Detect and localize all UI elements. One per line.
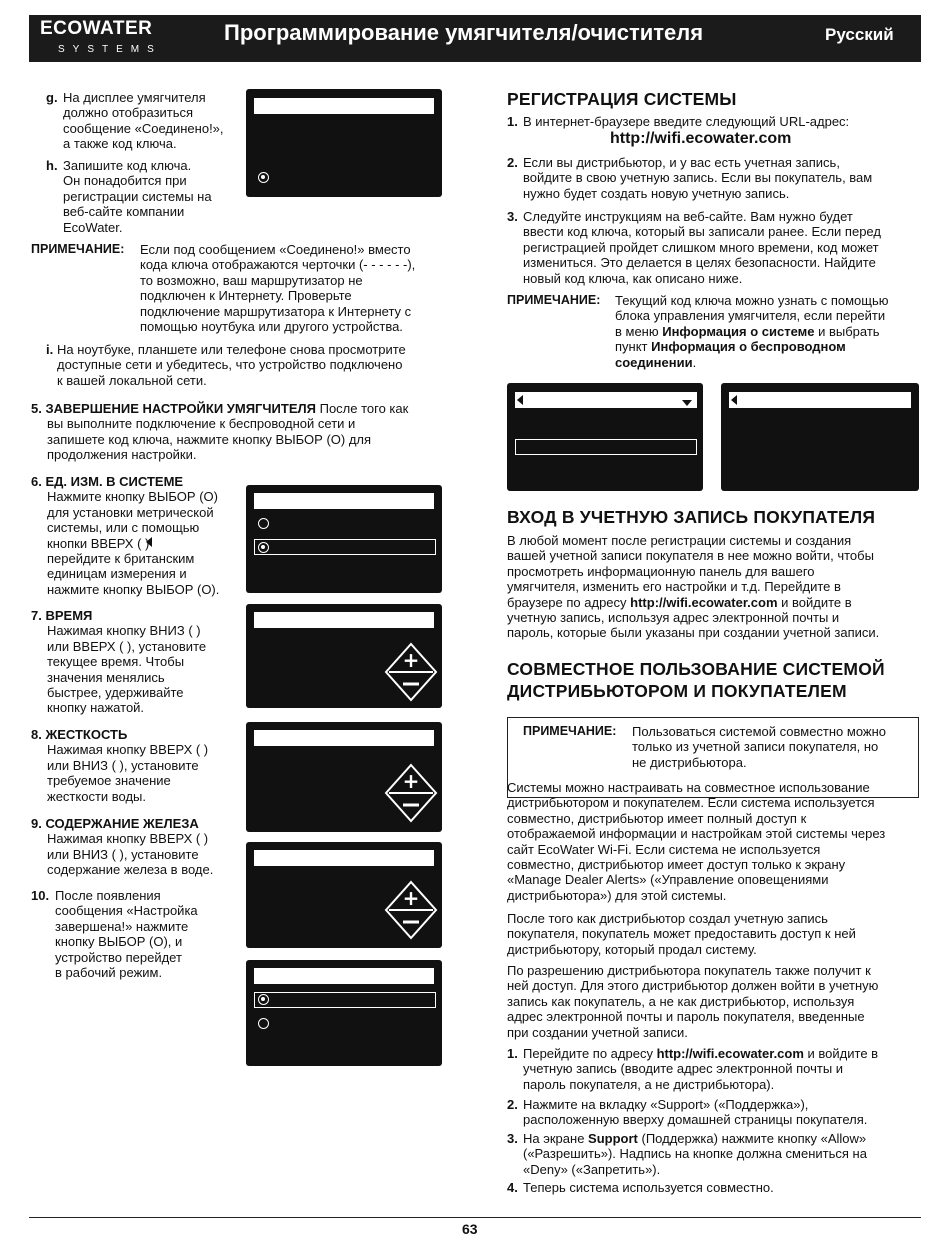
reg-step-2-text: Если вы дистрибьютор, и у вас есть учетная запись, войдите в свою учетную запись. Если вы покупатель, вам нужно будет создать новую учетную запись. <box>523 155 873 201</box>
scroll-down-icon <box>682 400 692 406</box>
sharing-paragraph-2: После того как дистрибьютор создал учетную запись покупателя, покупатель может предоставить доступ к ней дистрибьютору, который продал систему. <box>507 911 856 957</box>
step-i-label: i. <box>46 342 54 357</box>
step-g-text: На дисплее умягчителя должно отобразиться сообщение «Соединено!», а также код ключа. <box>63 90 224 152</box>
step-6: 6. ЕД. ИЗМ. В СИСТЕМЕ Нажмите кнопку ВЫБОР (О) для установки метрической системы, или с помощью кнопки ВВЕРХ ( ) перейдите к британским единицам измерения и нажмите кнопку ВЫБОР (О). <box>31 474 220 597</box>
reg-step-1-text: В интернет-браузере введите следующий URL-адрес: <box>523 114 850 129</box>
section-title-sharing: СОВМЕСТНОЕ ПОЛЬЗОВАНИЕ СИСТЕМОЙ ДИСТРИБЬЮТОРОМ И ПОКУПАТЕЛЕМ <box>507 659 885 701</box>
page-title: Программирование умягчителя/очистителя <box>224 20 704 45</box>
reg-step-3-text: Следуйте инструкциям на веб-сайте. Вам нужно будет ввести код ключа, который вы записали ранее. Если перед регистрацией пройдет слишком много времени, код может измениться. Это делается в целях безопасности. Найдите новый код ключа, как описано ниже. <box>523 209 881 286</box>
display-title-bar <box>254 968 434 984</box>
note-text: Если под сообщением «Соединено!» вместо кода ключа отображаются черточки (- - - - - -), то возможно, ваш маршрутизатор не подключен к Интернету. Проверьте подключение маршрутизатора к Интернету с помощью ноутбука или другого устройства. <box>140 242 416 335</box>
share-step-3-text: На экране Support (Поддержка) нажмите кнопку «Allow» («Разрешить»). Надпись на кнопке должна смениться на «Deny» («Запретить»). <box>523 1131 867 1177</box>
brand-logo: ECOWATER <box>40 18 153 39</box>
step-10-text: После появления сообщения «Настройка завершена!» нажмите кнопку ВЫБОР (О), и устройство перейдет в рабочий режим. <box>55 888 198 981</box>
step-8: 8. ЖЕСТКОСТЬ Нажимая кнопку ВВЕРХ ( ) или ВНИЗ ( ), установите требуемое значение жесткости воды. <box>31 727 209 804</box>
svg-text:+: + <box>402 648 420 672</box>
login-paragraph: В любой момент после регистрации системы и создания вашей учетной записи покупателя в нее можно войти, чтобы просмотреть информационную панель для вашего умягчителя, изменить его настройки и т.д. Перейдите в браузере по адресу http://wifi.ecowater.com и войдите в учетную запись, используя адрес электронной почты и пароль, которые были указаны при создании учетной записи. <box>507 533 880 641</box>
radio-icon <box>258 1018 269 1029</box>
radio-selected-icon <box>258 542 269 553</box>
back-arrow-icon <box>731 395 737 405</box>
sharing-paragraph-1: Системы можно настраивать на совместное использование дистрибьютором и покупателем. Если система используется совместно, дистрибьютор имеет полный доступ к отображаемой информации и настройкам этой системы через сайт EcoWater Wi-Fi. Если система не используется совместно, дистрибьютор имеет доступ только к экрану «Manage Dealer Alerts» («Управление оповещениями дистрибьютора») для этой системы. <box>507 780 886 903</box>
share-step-1-number: 1. <box>507 1046 518 1061</box>
reg-note-text: Текущий код ключа можно узнать с помощью блока управления умягчителя, если перейти в меню Информация о системе и выбрать пункт Информация о беспроводном соединении. <box>615 293 889 370</box>
share-step-4-text: Теперь система используется совместно. <box>523 1180 774 1195</box>
display-iron <box>246 842 442 948</box>
brand-logo-subtitle: SYSTEMS <box>58 44 162 55</box>
page-number: 63 <box>462 1221 478 1237</box>
display-hardness <box>246 722 442 832</box>
language-label: Русский <box>825 25 894 44</box>
step-g-label: g. <box>46 90 58 105</box>
reg-step-3-number: 3. <box>507 209 518 224</box>
display-system-info <box>507 383 703 491</box>
footer-divider <box>29 1217 921 1218</box>
share-step-4-number: 4. <box>507 1180 518 1195</box>
display-highlight-row <box>515 439 697 455</box>
reg-step-1-number: 1. <box>507 114 518 129</box>
radio-icon <box>258 518 269 529</box>
display-title-bar <box>515 392 697 408</box>
plus-minus-icon <box>384 880 438 940</box>
radio-selected-icon <box>258 994 269 1005</box>
svg-text:+: + <box>402 886 420 910</box>
display-title-bar <box>254 493 434 509</box>
display-title-bar <box>729 392 911 408</box>
reg-step-2-number: 2. <box>507 155 518 170</box>
plus-minus-icon <box>384 642 438 702</box>
display-title-bar <box>254 98 434 114</box>
step-10: 10. <box>31 888 50 903</box>
step-7: 7. ВРЕМЯ Нажимая кнопку ВНИЗ ( ) или ВВЕРХ ( ), установите текущее время. Чтобы значения менялись быстрее, удерживайте кнопку нажатой. <box>31 608 207 716</box>
registration-url: http://wifi.ecowater.com <box>610 130 792 147</box>
reg-note-label: ПРИМЕЧАНИЕ: <box>507 293 601 307</box>
radio-selected-icon <box>258 172 269 183</box>
display-title-bar <box>254 612 434 628</box>
share-step-2-text: Нажмите на вкладку «Support» («Поддержка»), расположенную вверху домашней страницы покупателя. <box>523 1097 868 1128</box>
back-arrow-icon <box>517 395 523 405</box>
step-5: 5. ЗАВЕРШЕНИЕ НАСТРОЙКИ УМЯГЧИТЕЛЯ После того как вы выполните подключение к беспроводной сети и запишете код ключа, нажмите кнопку ВЫБОР (О) для продолжения настройки. <box>31 401 409 463</box>
note-label: ПРИМЕЧАНИЕ: <box>31 242 125 256</box>
display-complete <box>246 960 442 1066</box>
sharing-note-label: ПРИМЕЧАНИЕ: <box>523 724 617 738</box>
section-title-login: ВХОД В УЧЕТНУЮ ЗАПИСЬ ПОКУПАТЕЛЯ <box>507 507 876 527</box>
sharing-note-text: Пользоваться системой совместно можно только из учетной записи покупателя, но не дистрибьютора. <box>632 724 887 770</box>
display-units <box>246 485 442 593</box>
step-h-label: h. <box>46 158 58 173</box>
display-title-bar <box>254 730 434 746</box>
display-time <box>246 604 442 708</box>
display-highlight-row <box>254 539 436 555</box>
step-9: 9. СОДЕРЖАНИЕ ЖЕЛЕЗА Нажимая кнопку ВВЕРХ ( ) или ВНИЗ ( ), установите содержание железа в воде. <box>31 816 214 878</box>
display-wireless-info <box>721 383 919 491</box>
step-i-text: На ноутбуке, планшете или телефоне снова просмотрите доступные сети и убедитесь, что устройство подключено к вашей локальной сети. <box>57 342 406 388</box>
share-step-3-number: 3. <box>507 1131 518 1146</box>
section-title-registration: РЕГИСТРАЦИЯ СИСТЕМЫ <box>507 89 737 109</box>
plus-minus-icon <box>384 763 438 823</box>
sharing-paragraph-3: По разрешению дистрибьютора покупатель также получит к ней доступ. Для этого дистрибьютор должен войти в учетную запись как покупатель, а не как дистрибьютор, используя адрес электронной почты и пароль покупателя, введенные при создании учетной записи. <box>507 963 879 1040</box>
up-arrow-icon <box>146 537 152 547</box>
share-step-1-text: Перейдите по адресу http://wifi.ecowater.com и войдите в учетную запись (вводите адрес электронной почты и пароль покупателя, а не дистрибьютора). <box>523 1046 879 1092</box>
display-highlight-row <box>254 992 436 1008</box>
share-step-2-number: 2. <box>507 1097 518 1112</box>
step-h-text: Запишите код ключа. Он понадобится при регистрации системы на веб-сайте компании EcoWater. <box>63 158 212 235</box>
display-title-bar <box>254 850 434 866</box>
svg-text:+: + <box>402 769 420 793</box>
display-connected <box>246 89 442 197</box>
